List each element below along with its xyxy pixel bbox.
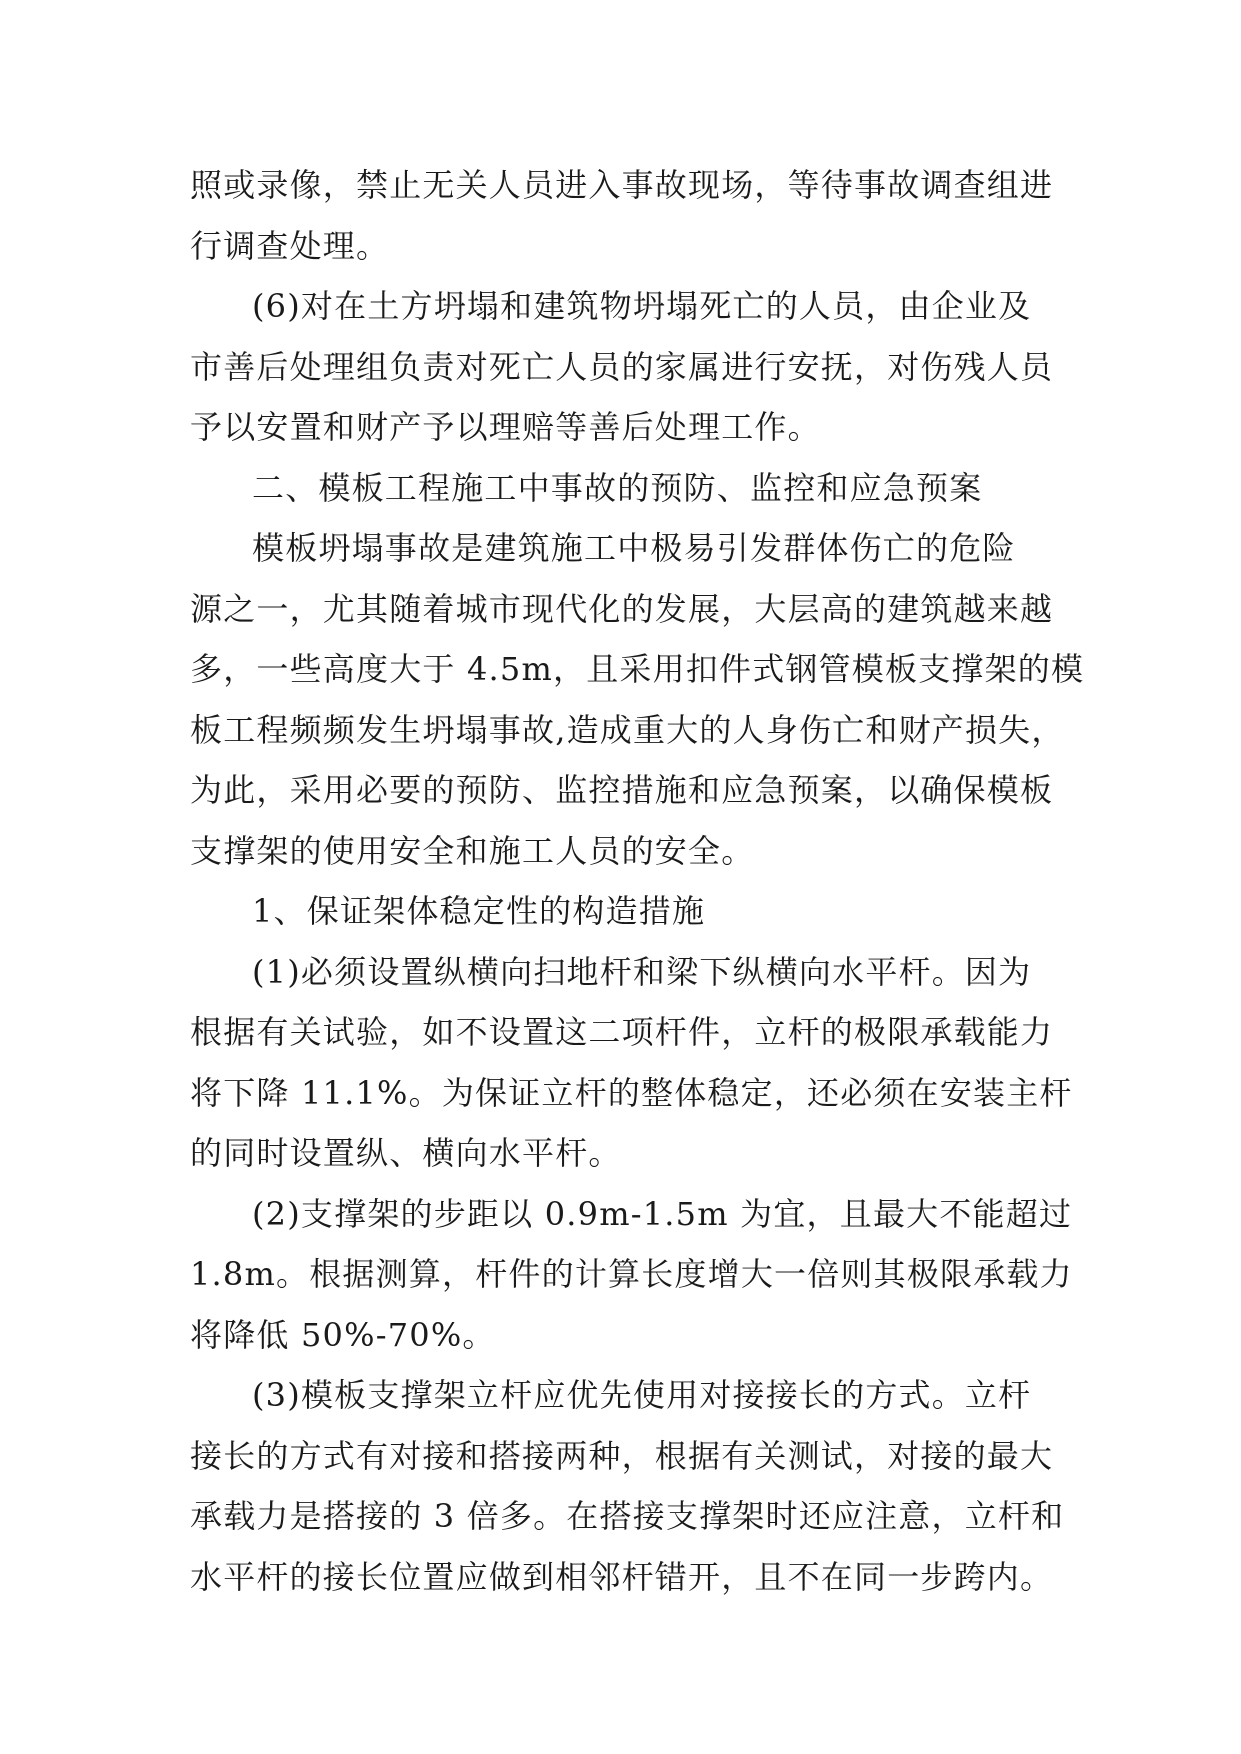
text-line: 的同时设置纵、横向水平杆。 [190,1134,622,1172]
text-line: 为此，采用必要的预防、监控措施和应急预案，以确保模板 [190,771,1054,809]
text-line: 予以安置和财产予以理赔等善后处理工作。 [190,408,821,446]
text-line: 承载力是搭接的 3 倍多。在搭接支撑架时还应注意，立杆和 [190,1497,1065,1535]
text-line: 行调查处理。 [190,226,390,265]
text-line: 根据有关试验，如不设置这二项杆件，立杆的极限承载能力 [190,1013,1054,1051]
text-line: 1、保证架体稳定性的构造措施 [252,892,706,930]
text-line: 接长的方式有对接和搭接两种，根据有关测试，对接的最大 [190,1436,1054,1475]
text-line: 照或录像，禁止无关人员进入事故现场，等待事故调查组进 [190,166,1054,204]
text-line: 水平杆的接长位置应做到相邻杆错开，且不在同一步跨内。 [190,1557,1054,1596]
text-line: (2)支撑架的步距以 0.9m-1.5m 为宜，且最大不能超过 [252,1194,1073,1233]
body-text [190,155,1085,1607]
text-line: 将降低 50%-70%。 [190,1315,496,1354]
text-line: 板工程频频发生坍塌事故,造成重大的人身伤亡和财产损失， [190,710,1065,749]
text-line: (1)必须设置纵横向扫地杆和梁下纵横向水平杆。因为 [252,952,1032,991]
text-line: 二、模板工程施工中事故的预防、监控和应急预案 [252,468,983,507]
text-line: 支撑架的使用安全和施工人员的安全。 [190,831,755,870]
text-line: 多，一些高度大于 4.5m，且采用扣件式钢管模板支撑架的模 [190,650,1085,688]
text-line: 市善后处理组负责对死亡人员的家属进行安抚，对伤残人员 [190,347,1054,386]
text-line: 源之一，尤其随着城市现代化的发展，大层高的建筑越来越 [190,589,1054,628]
text-line: 将下降 11.1%。为保证立杆的整体稳定，还必须在安装主杆 [190,1073,1073,1112]
text-line: 模板坍塌事故是建筑施工中极易引发群体伤亡的危险 [252,529,1016,567]
text-line: 1.8m。根据测算，杆件的计算长度增大一倍则其极限承载力 [190,1255,1073,1293]
text-line: (6)对在土方坍塌和建筑物坍塌死亡的人员，由企业及 [252,287,1032,325]
text-line: (3)模板支撑架立杆应优先使用对接接长的方式。立杆 [252,1376,1032,1414]
